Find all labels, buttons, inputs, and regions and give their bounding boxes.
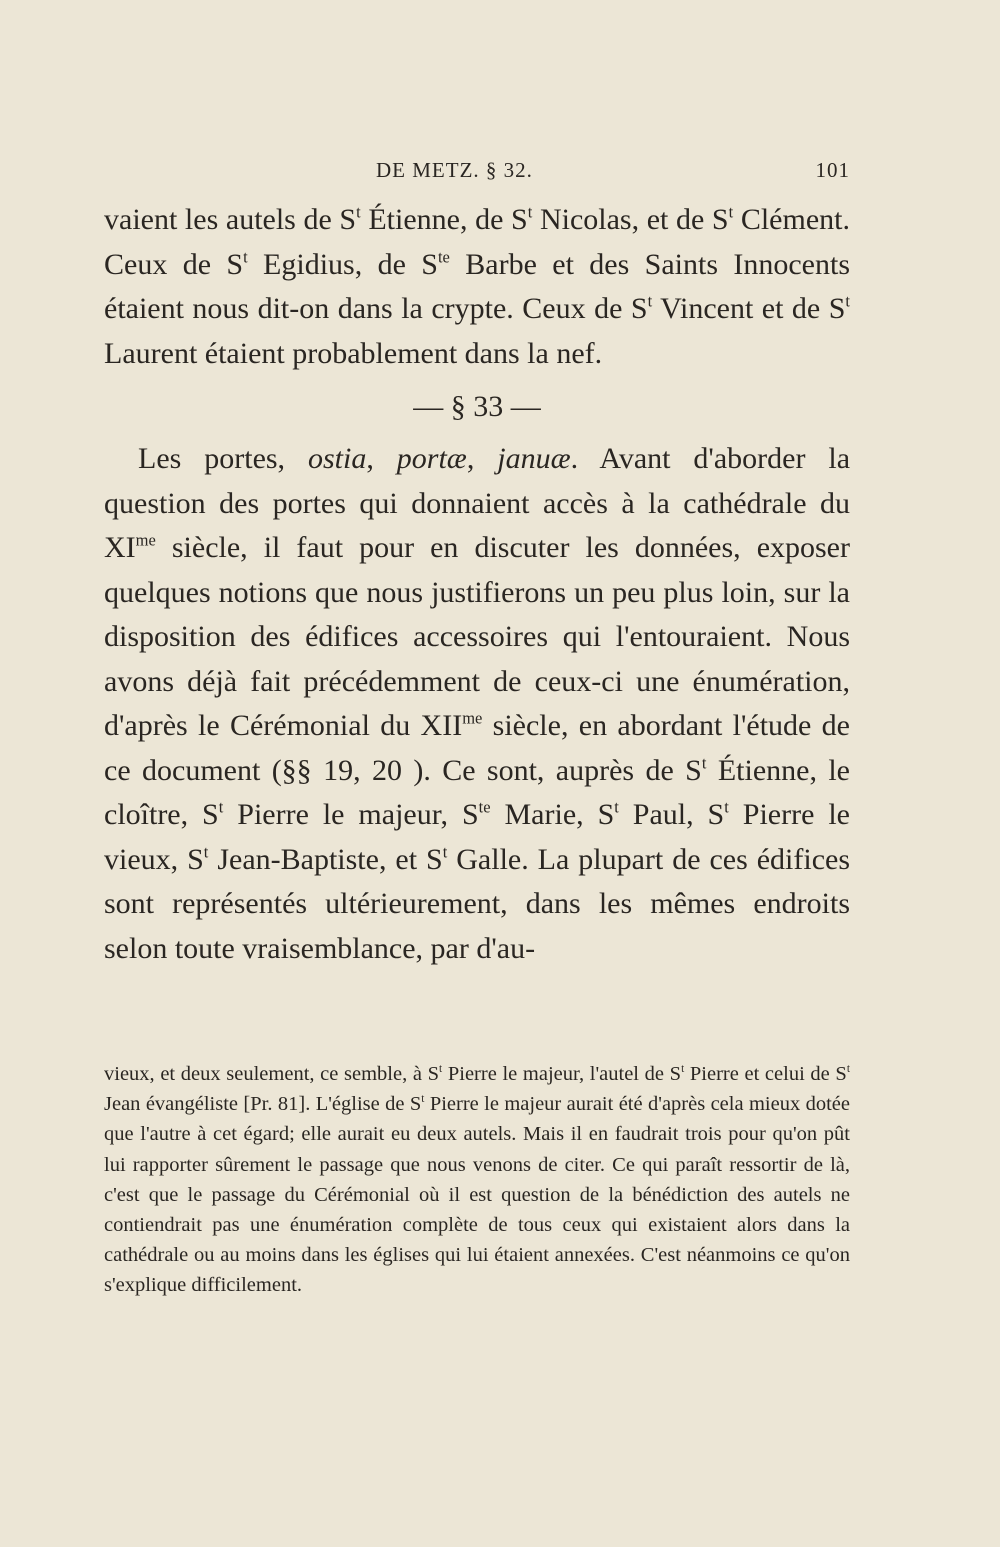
paragraph-portes: Les portes, ostia, portæ, januæ. Avant d'aborder la question des portes qui donnaient accès à la cathédrale du $XI^{me}$ siècle, il faut pour en discuter les données, exposer quelques notions que nous justifierons un peu plus loin, sur la disposition des édifices accessoires qui l'entouraient. Nous avons déjà fait précédemment de ceux-ci une énumération, d'après le Cérémonial du $XII^{me}$ siècle, en abordant l'étude de ce document (§§ 19, 20 ). Ce sont, auprès de $S^t$ Étienne, le cloître, $S^t$ Pierre le majeur, $S^{te}$ Marie, $S^t$ Paul, $S^t$ Pierre le vieux, $S^t$ Jean-Baptiste, et $S^t$ Galle. La plupart de ces édifices sont représentés ultérieurement, dans les mêmes endroits selon toute vraisemblance, par d'au-	[104, 442, 851, 965]
section-heading: — § 33 —	[413, 390, 541, 423]
main-text	[104, 198, 850, 971]
page-header	[104, 158, 850, 188]
footnote: vieux, et deux seulement, ce semble, à $S^t$ Pierre le majeur, l'autel de $S^t$ Pierre et celui de $S^t$ Jean évangéliste [Pr. 81]. L'église de $S^t$ Pierre le majeur aurait été d'après cela mieux dotée que l'autre à cet égard; elle aurait eu deux autels. Mais il en faudrait trois pour qu'on pût lui rapporter sûrement le passage que nous venons de citer. Ce qui paraît ressortir de là, c'est que le passage du Cérémonial où il est question de la bénédiction des autels ne contiendrait pas une énumération complète de tous ceux qui existaient alors dans la cathédrale ou au moins dans les églises qui lui étaient annexées. C'est néanmoins ce qu'on s'explique difficilement.	[104, 1063, 850, 1297]
running-title: DE METZ. § 32.	[376, 158, 533, 182]
page-number: 101	[815, 158, 850, 182]
paragraph-continuation: vaient les autels de $S^t$ Étienne, de $S^t$ Nicolas, et de $S^t$ Clément. Ceux de $S^t$ Egidius, de $S^{te}$ Barbe et des Saints Innocents étaient nous dit-on dans la crypte. Ceux de $S^t$ Vincent et de $S^t$ Laurent étaient probablement dans la nef.	[104, 202, 851, 370]
